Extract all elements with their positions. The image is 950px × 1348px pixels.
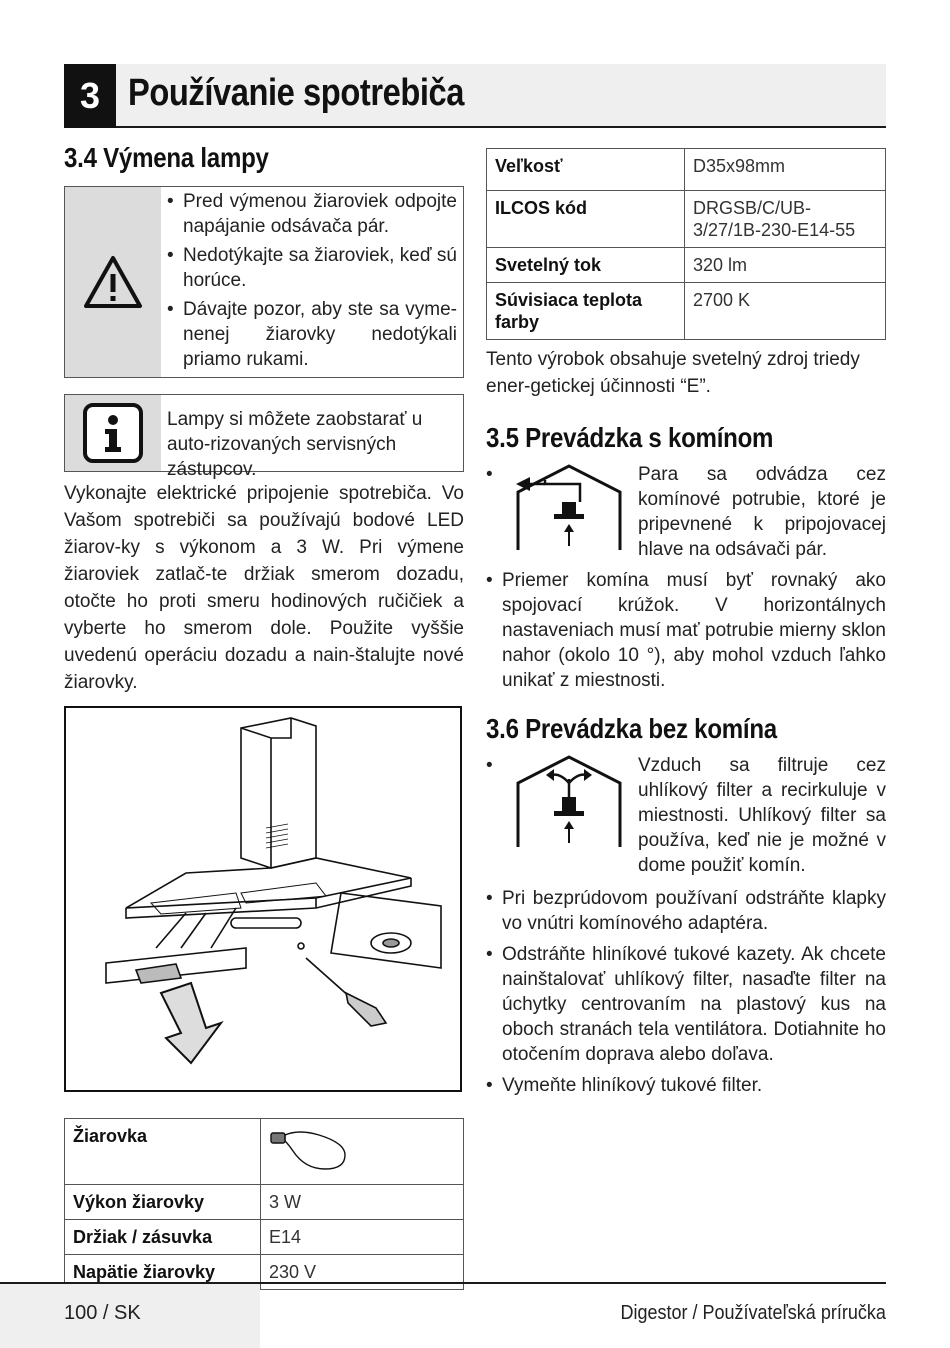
chapter-number: 3 [64,64,116,128]
info-text: Lampy si môžete zaobstarať u auto-rizovaných servisných zástupcov. [167,409,423,480]
info-box [64,394,464,480]
chimney-mode-item: • Para sa odvádza cez komínové potrubie, ktoré je pripevnené k pripojovacej hlave na odsávači pár. [486,464,886,560]
table-row [487,191,886,248]
bulb-image-cell [261,1119,464,1185]
table-cell: 230 V [261,1255,464,1290]
page-number: 100 / SK [64,1302,141,1324]
left-column [64,140,464,1290]
warning-list [167,189,457,372]
warning-icon [65,187,161,377]
table-row [65,1220,464,1255]
list-item: • Pri bezprúdovom používaní odstráňte klapky vo vnútri komínového adaptéra. [486,886,886,936]
chimney-mode-icon [510,462,628,552]
warning-box [64,186,464,378]
table-cell: 320 lm [685,248,886,283]
energy-note: Tento výrobok obsahuje svetelný zdroj triedy ener-getickej účinnosti “E”. [486,349,860,397]
table-row [487,149,886,191]
recirculation-list [486,886,886,1098]
section-heading-3-4: 3.4 Výmena lampy [64,142,269,173]
table-cell: 2700 K [685,283,886,340]
table-cell: Žiarovka [65,1119,261,1185]
lamp-replacement-illustration [64,706,462,1092]
bulb-table [64,1118,464,1290]
lamp-instructions: Vykonajte elektrické pripojenie spotrebiča. Vo Vašom spotrebiči sa používajú bodové LED žiarov-ky s výkonom a 3 W. Pri výmene žiaroviek zatlač-te držiak smerom dozadu, otočte ho proti smeru hodinových ručičiek a vyberte ho smerom dole. Použite vyššie uvedenú operáciu dozadu a nain-štalujte nové žiarovky. [64,483,464,693]
footer-divider [0,1282,886,1284]
table-cell: Súvisiaca teplota farby [487,283,685,340]
table-cell: D35x98mm [685,149,886,191]
list-item: • Pred výmenou žiaroviek odpojte napájanie odsávača pár. [167,189,457,239]
table-cell: DRGSB/C/UB-3/27/1B-230-E14-55 [685,191,886,248]
table-cell: Držiak / zásuvka [65,1220,261,1255]
list-item: • Dávajte pozor, aby ste sa vyme-nenej žiarovky nedotýkali priamo rukami. [167,297,457,372]
chimney-list [486,568,886,693]
table-cell: E14 [261,1220,464,1255]
bulb-icon [269,1125,349,1173]
list-item: • Priemer komína musí byť rovnaký ako spojovací krúžok. V horizontálnych nastaveniach musí mať potrubie mierny sklon nahor (okolo 10 °), aby mohol vzduch ľahko unikať z miestnosti. [486,568,886,693]
table-row [487,283,886,340]
table-cell: Výkon žiarovky [65,1185,261,1220]
chimney-mode-text: Para sa odvádza cez komínové potrubie, ktoré je pripevnené k pripojovacej hlave na odsávači pár. [638,464,886,560]
table-cell: Napätie žiarovky [65,1255,261,1290]
recirculation-mode-text: Vzduch sa filtruje cez uhlíkový filter a recirkuluje v miestnosti. Uhlíkový filter sa používa, keď nie je možné v dome použiť komín. [638,755,886,876]
spec-table [486,148,886,340]
chapter-title: Používanie spotrebiča [128,72,465,114]
recirculation-mode-item: • Vzduch sa filtruje cez uhlíkový filter a recirkuluje v miestnosti. Uhlíkový filter sa používa, keď nie je možné v dome použiť komín. [486,755,886,876]
right-column [486,148,886,1102]
table-row [65,1119,464,1185]
document-title: Digestor / Používateľská príručka [620,1302,886,1324]
table-row [65,1185,464,1220]
info-icon [65,395,161,471]
list-item: • Odstráňte hliníkové tukové kazety. Ak chcete nainštalovať uhlíkový filter, nasaďte filter na úchytky centrovaním na plastový kus na oboch stranách tela ventilátora. Dotiahnite ho otočením doprava alebo doľava. [486,942,886,1067]
table-cell: Svetelný tok [487,248,685,283]
table-cell: ILCOS kód [487,191,685,248]
list-item: • Nedotýkajte sa žiaroviek, keď sú horúce. [167,243,457,293]
section-heading-3-6: 3.6 Prevádzka bez komína [486,713,777,744]
table-cell: 3 W [261,1185,464,1220]
section-heading-3-5: 3.5 Prevádzka s komínom [486,422,774,453]
table-row [487,248,886,283]
recirculation-mode-icon [510,753,628,849]
list-item: • Vymeňte hliníkový tukové filter. [486,1073,886,1098]
table-cell: Veľkosť [487,149,685,191]
chapter-header [64,64,886,128]
